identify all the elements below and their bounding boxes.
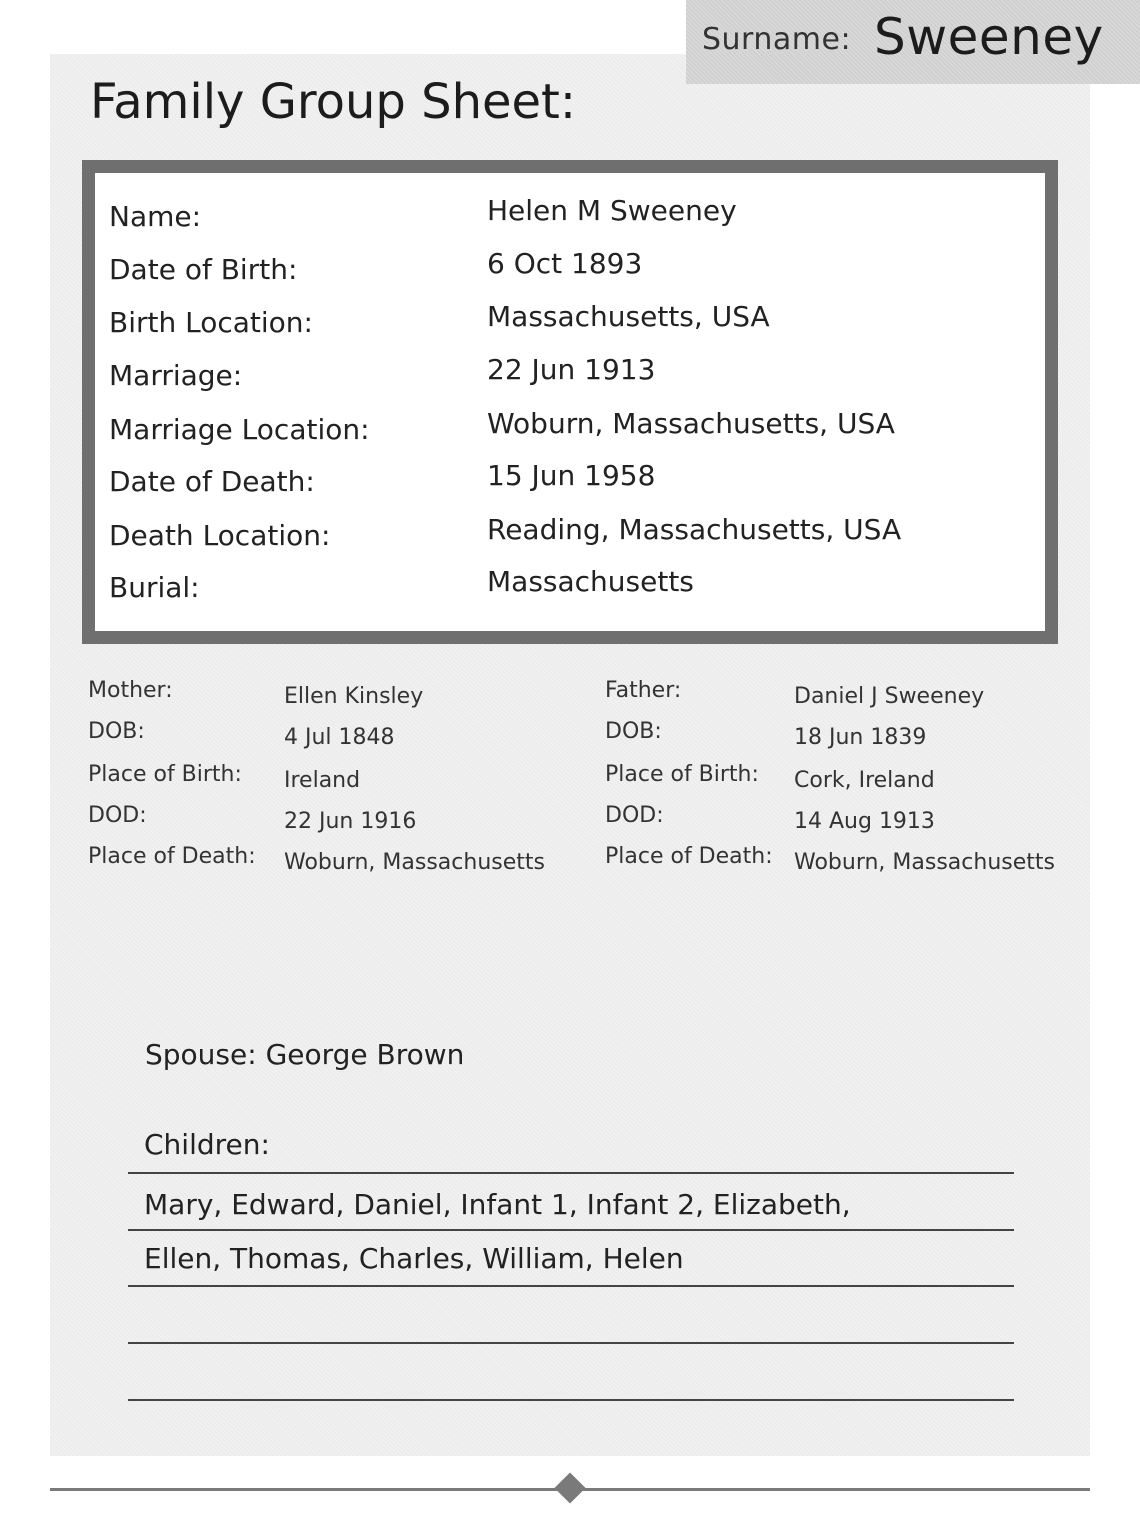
person-value: Reading, Massachusetts, USA bbox=[487, 513, 902, 546]
father-row-dob bbox=[605, 719, 1085, 753]
person-label: Birth Location: bbox=[109, 306, 313, 339]
person-label: Burial: bbox=[109, 571, 200, 604]
father-value: Daniel J Sweeney bbox=[794, 684, 985, 709]
person-value: Massachusetts, USA bbox=[487, 300, 770, 333]
person-row-birth-location bbox=[95, 300, 1045, 340]
mother-value: Woburn, Massachusetts bbox=[284, 850, 545, 875]
person-label: Marriage: bbox=[109, 359, 243, 392]
father-value: 18 Jun 1839 bbox=[794, 725, 927, 750]
children-section bbox=[128, 1118, 1014, 1402]
children-line-1: Mary, Edward, Daniel, Infant 1, Infant 2, Elizabeth, bbox=[144, 1188, 851, 1221]
surname-box bbox=[686, 0, 1140, 84]
person-value: 15 Jun 1958 bbox=[487, 459, 656, 492]
mother-row-dob bbox=[88, 719, 568, 753]
mother-row-name bbox=[88, 678, 568, 712]
person-label: Date of Birth: bbox=[109, 253, 298, 286]
surname-label: Surname: bbox=[702, 22, 852, 57]
father-row-name bbox=[605, 678, 1085, 712]
person-value: 6 Oct 1893 bbox=[487, 247, 643, 280]
father-label: DOB: bbox=[605, 719, 662, 744]
father-label: Place of Death: bbox=[605, 844, 773, 869]
person-value: Massachusetts bbox=[487, 565, 694, 598]
person-label: Date of Death: bbox=[109, 465, 315, 498]
father-row-birth-place bbox=[605, 762, 1085, 796]
father-label: Father: bbox=[605, 678, 682, 703]
person-label: Name: bbox=[109, 200, 202, 233]
mother-label: DOB: bbox=[88, 719, 145, 744]
mother-value: Ellen Kinsley bbox=[284, 684, 424, 709]
surname-value: Sweeney bbox=[874, 8, 1104, 66]
father-value: Cork, Ireland bbox=[794, 768, 935, 793]
person-value: Helen M Sweeney bbox=[487, 194, 737, 227]
person-value: 22 Jun 1913 bbox=[487, 353, 656, 386]
father-label: Place of Birth: bbox=[605, 762, 759, 787]
children-divider bbox=[128, 1285, 1014, 1287]
person-label: Marriage Location: bbox=[109, 413, 370, 446]
mother-label: Place of Birth: bbox=[88, 762, 242, 787]
children-label: Children: bbox=[144, 1128, 270, 1161]
mother-label: DOD: bbox=[88, 803, 147, 828]
mother-row-death-place bbox=[88, 844, 568, 878]
mother-label: Place of Death: bbox=[88, 844, 256, 869]
person-row-name bbox=[95, 194, 1045, 234]
father-value: 14 Aug 1913 bbox=[794, 809, 935, 834]
person-row-burial bbox=[95, 565, 1045, 605]
father-label: DOD: bbox=[605, 803, 664, 828]
person-row-marriage bbox=[95, 353, 1045, 393]
person-row-death-location bbox=[95, 513, 1045, 553]
father-value: Woburn, Massachusetts bbox=[794, 850, 1055, 875]
children-line-2: Ellen, Thomas, Charles, William, Helen bbox=[144, 1242, 684, 1275]
mother-label: Mother: bbox=[88, 678, 173, 703]
person-label: Death Location: bbox=[109, 519, 331, 552]
mother-value: Ireland bbox=[284, 768, 361, 793]
father-row-death-place bbox=[605, 844, 1085, 878]
children-divider bbox=[128, 1229, 1014, 1231]
children-divider bbox=[128, 1342, 1014, 1344]
spouse-text: Spouse: George Brown bbox=[145, 1038, 465, 1071]
mother-row-dod bbox=[88, 803, 568, 837]
father-row-dod bbox=[605, 803, 1085, 837]
footer-diamond-ornament bbox=[554, 1472, 585, 1503]
children-divider bbox=[128, 1399, 1014, 1401]
page-title: Family Group Sheet: bbox=[90, 74, 577, 130]
person-row-marriage-location bbox=[95, 407, 1045, 447]
person-row-dod bbox=[95, 459, 1045, 499]
person-row-dob bbox=[95, 247, 1045, 287]
mother-value: 4 Jul 1848 bbox=[284, 725, 395, 750]
person-value: Woburn, Massachusetts, USA bbox=[487, 407, 895, 440]
person-details-box bbox=[82, 160, 1058, 644]
children-divider bbox=[128, 1172, 1014, 1174]
mother-row-birth-place bbox=[88, 762, 568, 796]
mother-value: 22 Jun 1916 bbox=[284, 809, 417, 834]
